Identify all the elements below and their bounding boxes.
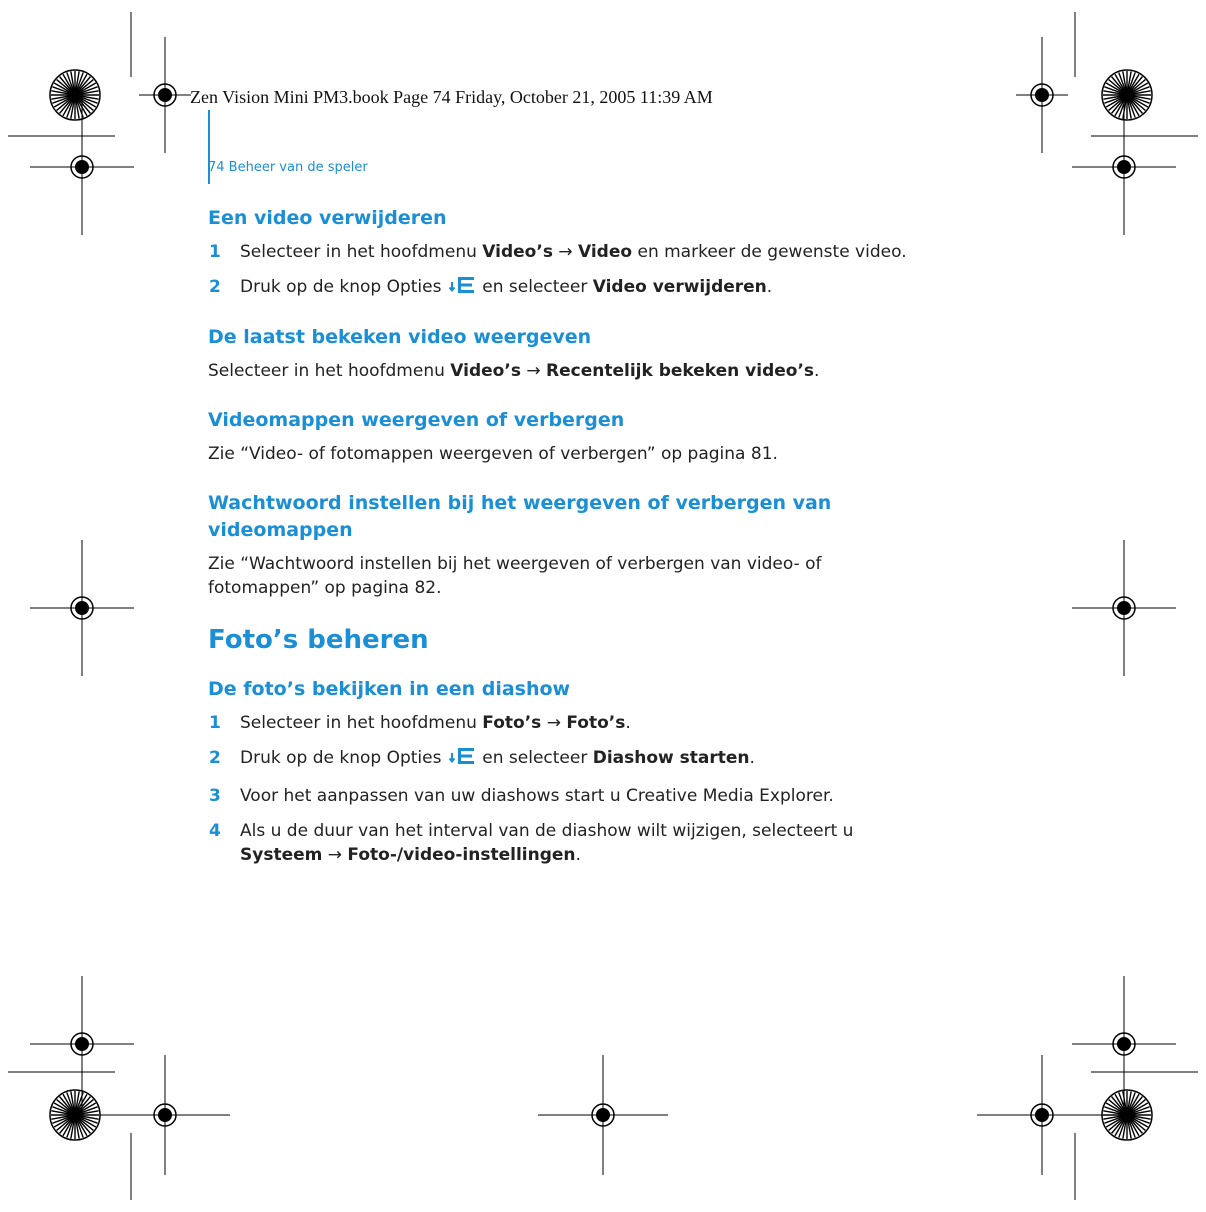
list-item: 2 Druk op de knop Opties en selecteer Video verwijderen. bbox=[208, 275, 928, 302]
registration-target bbox=[30, 976, 134, 1112]
paragraph-video-folders: Zie “Video- of fotomappen weergeven of verbergen” op pagina 81. bbox=[208, 444, 778, 464]
step-number: 1 bbox=[209, 242, 221, 262]
list-item: 3 Voor het aanpassen van uw diashows start u Creative Media Explorer. bbox=[209, 786, 834, 806]
registration-target bbox=[139, 37, 191, 153]
step-number: 3 bbox=[209, 786, 221, 806]
registration-starburst bbox=[50, 1090, 100, 1140]
registration-target bbox=[100, 1055, 230, 1175]
registration-target bbox=[1016, 37, 1068, 153]
heading-delete-video: Een video verwijderen bbox=[208, 207, 447, 229]
steps-slideshow bbox=[208, 711, 928, 867]
heading-manage-photos: Foto’s beheren bbox=[208, 625, 429, 655]
registration-target bbox=[977, 1055, 1107, 1175]
section-slideshow bbox=[208, 676, 928, 867]
options-menu-icon bbox=[449, 275, 475, 302]
paragraph-password: Zie “Wachtwoord instellen bij het weergeven of verbergen van video- of fotomappen” op pagina 82. bbox=[208, 554, 822, 598]
heading-last-viewed-video: De laatst bekeken video weergeven bbox=[208, 326, 592, 348]
registration-target bbox=[1072, 99, 1176, 235]
section-password bbox=[208, 490, 928, 600]
list-item: 4 Als u de duur van het interval van de diashow wilt wijzigen, selecteert u Systeem → Foto-/video-instellingen. bbox=[209, 821, 854, 865]
registration-target bbox=[1072, 540, 1176, 676]
registration-starburst bbox=[50, 70, 100, 120]
list-item: 1 Selecteer in het hoofdmenu Video’s → Video en markeer de gewenste video. bbox=[209, 242, 907, 262]
heading-slideshow: De foto’s bekijken in een diashow bbox=[208, 678, 571, 700]
heading-password: Wachtwoord instellen bij het weergeven of verbergen van videomappen bbox=[208, 492, 832, 541]
print-slug-line: Zen Vision Mini PM3.book Page 74 Friday, October 21, 2005 11:39 AM bbox=[190, 87, 713, 107]
heading-video-folders: Videomappen weergeven of verbergen bbox=[208, 409, 625, 431]
registration-target bbox=[1072, 976, 1176, 1112]
list-item: 2 Druk op de knop Opties en selecteer Diashow starten. bbox=[208, 746, 928, 773]
step-number: 2 bbox=[209, 277, 221, 297]
step-number: 1 bbox=[209, 713, 221, 733]
registration-target bbox=[538, 1055, 668, 1175]
section-last-viewed-video bbox=[208, 324, 928, 383]
list-item: 1 Selecteer in het hoofdmenu Foto’s → Foto’s. bbox=[209, 713, 631, 733]
paragraph-last-viewed: Selecteer in het hoofdmenu Video’s → Recentelijk bekeken video’s. bbox=[208, 361, 820, 381]
step-number: 4 bbox=[209, 821, 221, 841]
options-menu-icon bbox=[449, 746, 475, 773]
step-number: 2 bbox=[209, 748, 221, 768]
registration-starburst bbox=[1102, 70, 1152, 120]
section-delete-video bbox=[208, 205, 928, 302]
page-content bbox=[208, 205, 928, 889]
registration-target bbox=[30, 540, 134, 676]
running-head: 74 Beheer van de speler bbox=[208, 160, 368, 175]
steps-delete-video bbox=[208, 240, 928, 302]
section-video-folders bbox=[208, 407, 928, 466]
registration-target bbox=[30, 99, 134, 235]
registration-starburst bbox=[1102, 1090, 1152, 1140]
